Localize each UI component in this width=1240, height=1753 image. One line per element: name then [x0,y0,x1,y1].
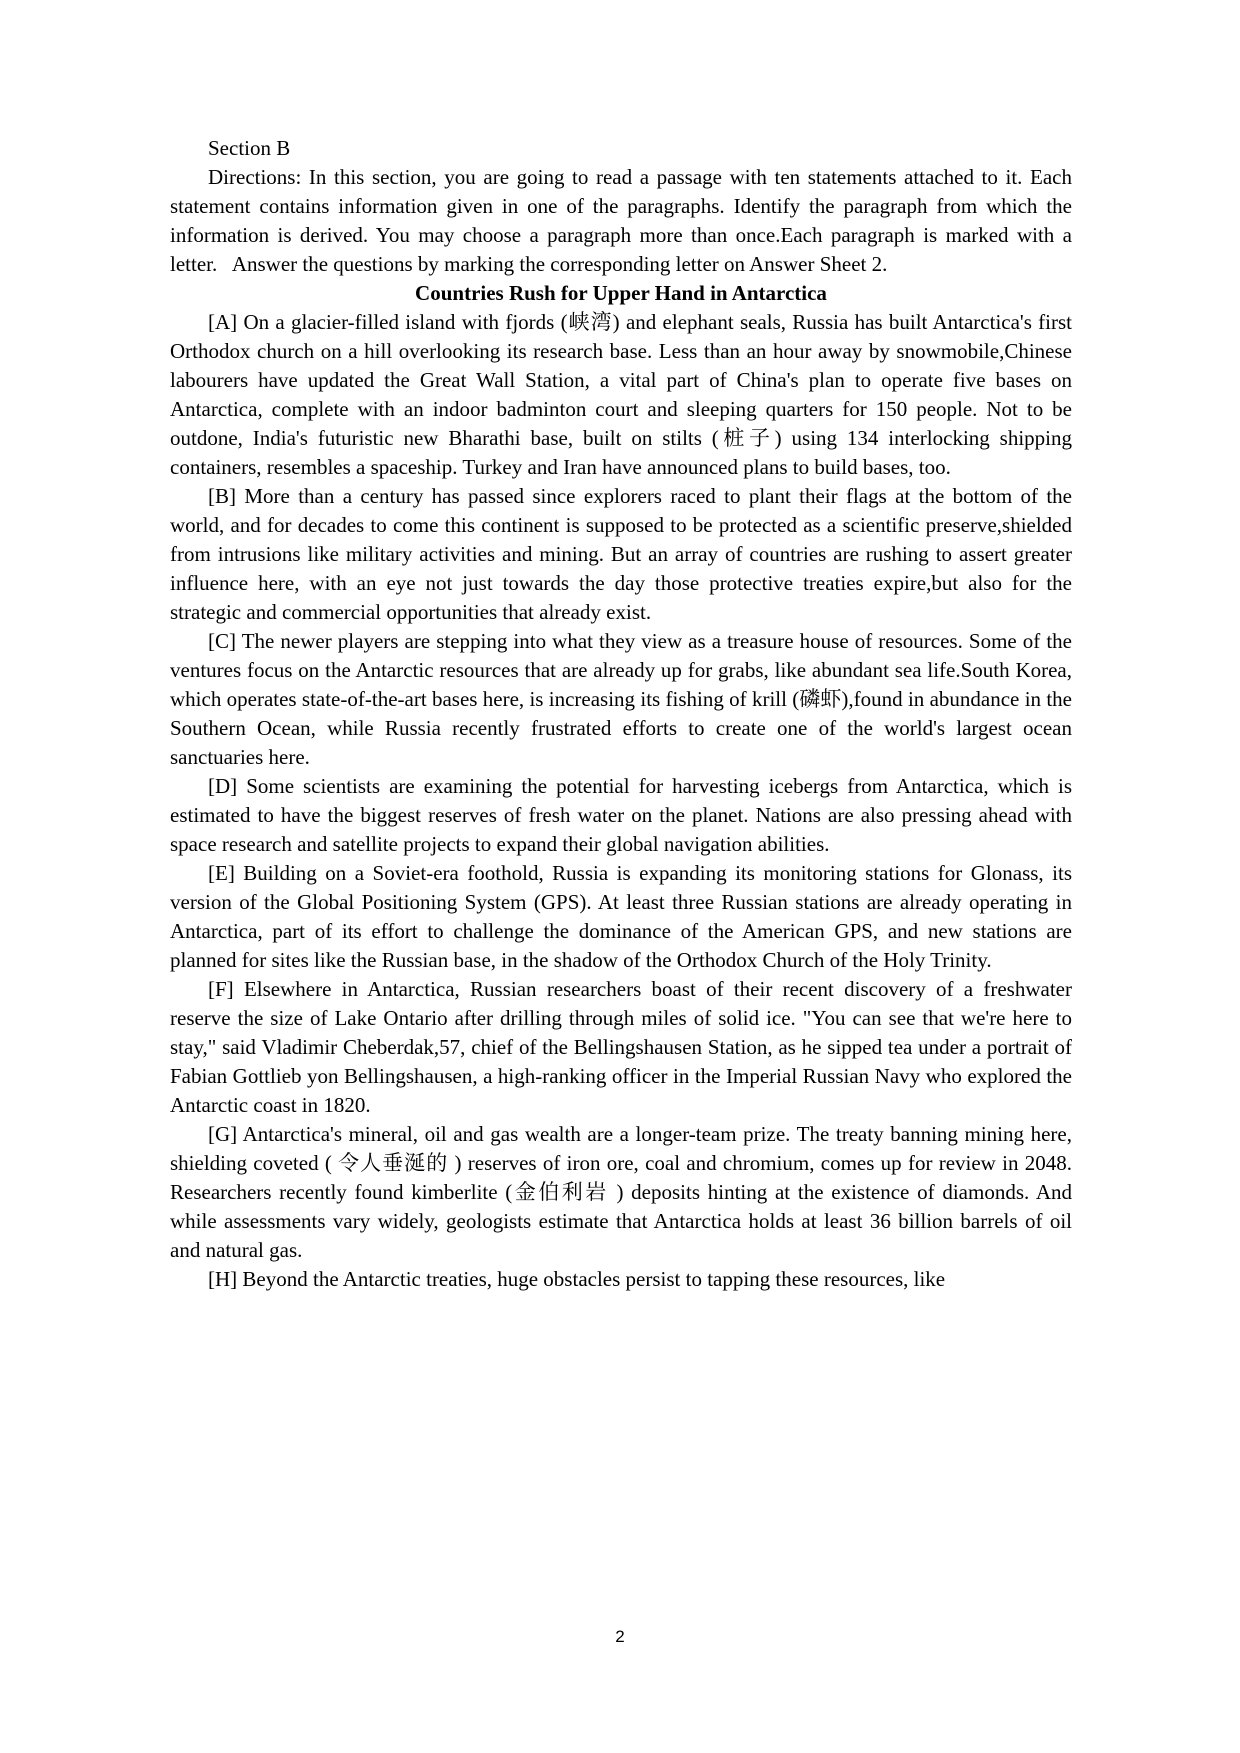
paragraph-g [170,1120,1072,1265]
directions-text: Directions: In this section, you are going to read a passage with ten statements attached to it. Each statement contains information given in one of the paragraphs. Identify the paragraph from which the information is derived. You may choose a paragraph more than once.Each paragraph is marked with a letter. Answer the questions by marking the corresponding letter on Answer Sheet 2. [170,165,1072,276]
paragraph-e [170,859,1072,975]
page-number: 2 [615,1627,625,1646]
paragraph-a [170,308,1072,482]
paragraph-d-text: Some scientists are examining the potential for harvesting icebergs from Antarctica, which is estimated to have the biggest reserves of fresh water on the planet. Nations are also pressing ahead with space research and satellite projects to expand their global navigation abilities. [170,774,1072,856]
paragraph-e-label: [E] [208,861,235,885]
paragraph-g-text: Antarctica's mineral, oil and gas wealth are a longer-team prize. The treaty banning mining here, shielding coveted ( 令人垂涎的 ) reserves of iron ore, coal and chromium, comes up for review in 2048. Researchers recently found kimberlite (金伯利岩 ) deposits hinting at the existence of diamonds. And while assessments vary widely, geologists estimate that Antarctica holds at least 36 billion barrels of oil and natural gas. [170,1122,1072,1262]
passage-title: Countries Rush for Upper Hand in Antarctica [415,281,827,305]
paragraph-h-label: [H] [208,1267,238,1291]
paragraph-a-label: [A] [208,310,238,334]
section-label: Section B [208,136,291,160]
paragraph-c-text: The newer players are stepping into what they view as a treasure house of resources. Some of the ventures focus on the Antarctic resources that are already up for grabs, like abundant sea life.South Korea, which operates state-of-the-art bases here, is increasing its fishing of krill (磷虾),found in abundance in the Southern Ocean, while Russia recently frustrated efforts to create one of the world's largest ocean sanctuaries here. [170,629,1073,769]
paragraph-g-label: [G] [208,1122,238,1146]
paragraph-c-label: [C] [208,629,236,653]
paragraph-a-text: On a glacier-filled island with fjords (峡湾) and elephant seals, Russia has built Antarctica's first Orthodox church on a hill overlooking its research base. Less than an hour away by snowmobile,Chinese labourers have updated the Great Wall Station, a vital part of China's plan to operate five bases on Antarctica, complete with an indoor badminton court and sleeping quarters for 150 people. Not to be outdone, India's futuristic new Bharathi base, built on stilts (桩子) using 134 interlocking shipping containers, resembles a spaceship. Turkey and Iran have announced plans to build bases, too. [170,310,1072,479]
paragraph-h [170,1265,1072,1294]
paragraph-d-label: [D] [208,774,238,798]
paragraph-f-text: Elsewhere in Antarctica, Russian researchers boast of their recent discovery of a freshwater reserve the size of Lake Ontario after drilling through miles of solid ice. "You can see that we're here to stay," said Vladimir Cheberdak,57, chief of the Bellingshausen Station, as he sipped tea under a portrait of Fabian Gottlieb yon Bellingshausen, a high-ranking officer in the Imperial Russian Navy who explored the Antarctic coast in 1820. [170,977,1072,1117]
paragraph-e-text: Building on a Soviet-era foothold, Russia is expanding its monitoring stations for Glonass, its version of the Global Positioning System (GPS). At least three Russian stations are already operating in Antarctica, part of its effort to challenge the dominance of the American GPS, and new stations are planned for sites like the Russian base, in the shadow of the Orthodox Church of the Holy Trinity. [170,861,1072,972]
paragraph-b [170,482,1072,627]
paragraph-h-text: Beyond the Antarctic treaties, huge obstacles persist to tapping these resources, like [242,1267,946,1291]
passage-content [170,134,1072,1294]
paragraph-c [170,627,1072,772]
paragraph-f [170,975,1072,1120]
paragraph-f-label: [F] [208,977,234,1001]
paragraph-b-label: [B] [208,484,236,508]
paragraph-b-text: More than a century has passed since explorers raced to plant their flags at the bottom of the world, and for decades to come this continent is supposed to be protected as a scientific preserve,shielded from intrusions like military activities and mining. But an array of countries are rushing to assert greater influence here, with an eye not just towards the day those protective treaties expire,but also for the strategic and commercial opportunities that already exist. [170,484,1073,624]
paragraph-d [170,772,1072,859]
